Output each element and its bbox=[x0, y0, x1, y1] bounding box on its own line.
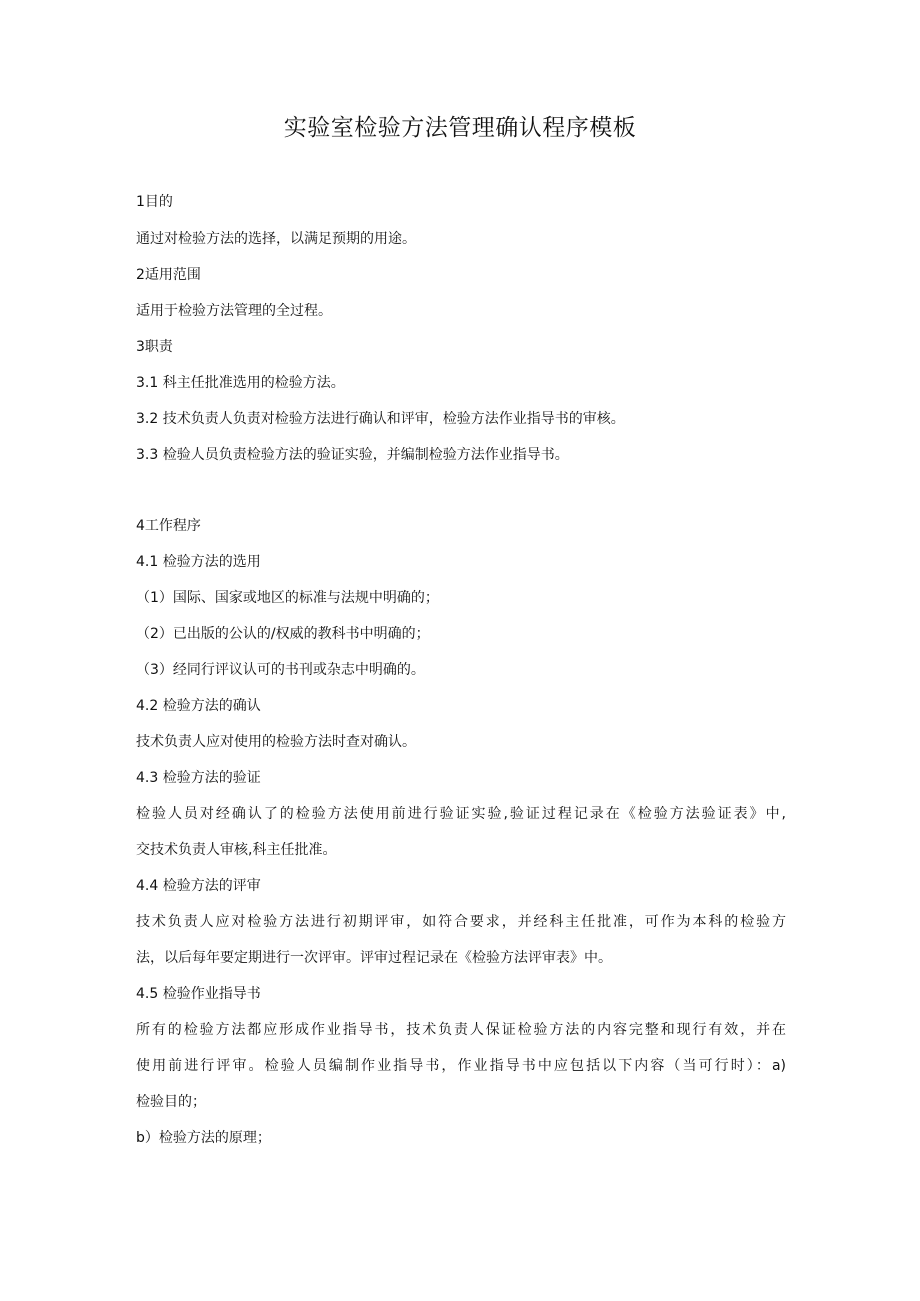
section-4-4-text-line-2: 法，以后每年要定期进行一次评审。评审过程记录在《检验方法评审表》中。 bbox=[136, 950, 612, 966]
section-4-2-text: 技术负责人应对使用的检验方法时查对确认。 bbox=[136, 734, 416, 750]
section-3-heading: 3职责 bbox=[136, 339, 173, 355]
section-4-5-text-line-3: 检验目的； bbox=[136, 1094, 206, 1110]
section-4-1-item-2: （2）已出版的公认的/权威的教科书中明确的； bbox=[136, 626, 430, 642]
section-4-2-heading: 4.2 检验方法的确认 bbox=[136, 698, 261, 714]
section-4-4-heading: 4.4 检验方法的评审 bbox=[136, 878, 261, 894]
section-4-3-text-line-1: 检验人员对经确认了的检验方法使用前进行验证实验,验证过程记录在《检验方法验证表》中, bbox=[136, 806, 786, 822]
section-4-3-text-line-2: 交技术负责人审核,科主任批准。 bbox=[136, 842, 337, 858]
section-4-4-text-line-1: 技术负责人应对检验方法进行初期评审，如符合要求，并经科主任批准，可作为本科的检验方 bbox=[136, 914, 786, 930]
section-4-5-item-b: b）检验方法的原理； bbox=[136, 1130, 271, 1146]
section-1-text: 通过对检验方法的选择，以满足预期的用途。 bbox=[136, 231, 416, 247]
section-3-3: 3.3 检验人员负责检验方法的验证实验，并编制检验方法作业指导书。 bbox=[136, 447, 569, 463]
section-4-5-text-line-1: 所有的检验方法都应形成作业指导书，技术负责人保证检验方法的内容完整和现行有效，并在 bbox=[136, 1022, 786, 1038]
section-4-3-heading: 4.3 检验方法的验证 bbox=[136, 770, 261, 786]
section-2-heading: 2适用范围 bbox=[136, 267, 201, 283]
section-4-1-heading: 4.1 检验方法的选用 bbox=[136, 554, 261, 570]
section-4-1-item-1: （1）国际、国家或地区的标准与法规中明确的； bbox=[136, 590, 439, 606]
section-4-heading: 4工作程序 bbox=[136, 518, 201, 534]
section-3-2: 3.2 技术负责人负责对检验方法进行确认和评审，检验方法作业指导书的审核。 bbox=[136, 411, 625, 427]
section-2-text: 适用于检验方法管理的全过程。 bbox=[136, 303, 332, 319]
section-3-1: 3.1 科主任批准选用的检验方法。 bbox=[136, 375, 345, 391]
document-title: 实验室检验方法管理确认程序模板 bbox=[283, 115, 637, 141]
section-4-1-item-3: （3）经同行评议认可的书刊或杂志中明确的。 bbox=[136, 662, 425, 678]
section-4-5-text-line-2: 使用前进行评审。检验人员编制作业指导书，作业指导书中应包括以下内容（当可行时）：a) bbox=[136, 1058, 786, 1074]
section-1-heading: 1目的 bbox=[136, 194, 173, 210]
section-4-5-heading: 4.5 检验作业指导书 bbox=[136, 986, 261, 1002]
